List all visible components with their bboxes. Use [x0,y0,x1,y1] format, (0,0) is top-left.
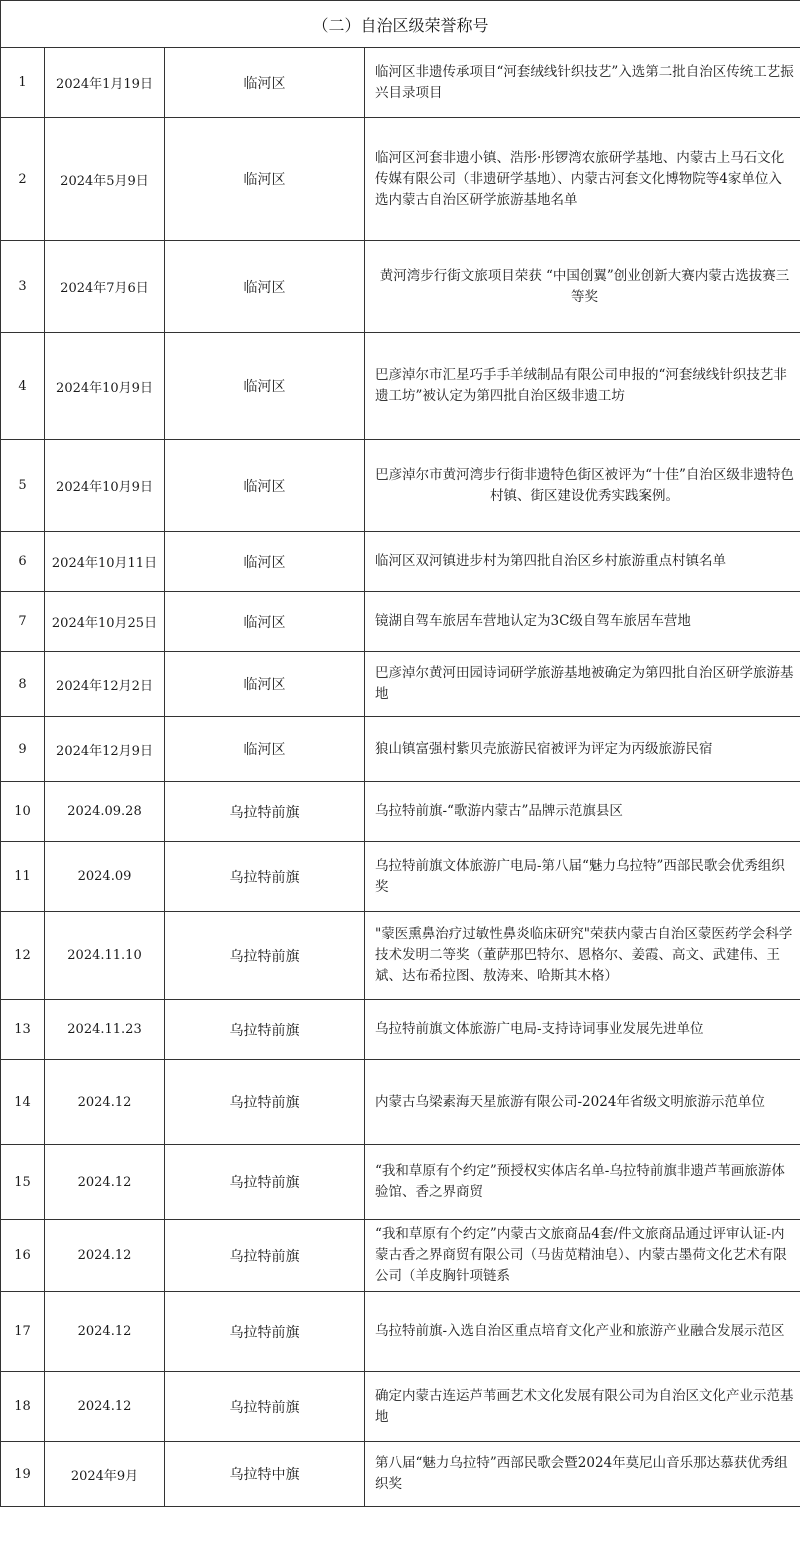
row-number: 11 [1,842,45,912]
row-region: 临河区 [165,652,365,717]
row-number: 19 [1,1442,45,1507]
table-row [1,440,800,532]
row-date: 2024.12 [45,1372,165,1442]
row-region: 临河区 [165,48,365,118]
row-number: 3 [1,241,45,333]
row-region: 乌拉特中旗 [165,1442,365,1507]
row-region: 乌拉特前旗 [165,912,365,1000]
row-number: 2 [1,118,45,241]
row-region: 乌拉特前旗 [165,1000,365,1060]
row-description-text: “我和草原有个约定”内蒙古文旅商品4套/件文旅商品通过评审认证-内蒙古香之界商贸有限公司（马齿苋精油皂）、内蒙古墨荷文化艺术有限公司（羊皮胸针项链系 [375,1226,787,1284]
table-row [1,1442,800,1507]
table-row [1,1145,800,1220]
row-description: 乌拉特前旗文体旅游广电局-第八届“魅力乌拉特”西部民歌会优秀组织奖 [365,842,800,912]
row-region: 临河区 [165,717,365,782]
row-description: 乌拉特前旗-入选自治区重点培育文化产业和旅游产业融合发展示范区 [365,1292,800,1372]
table-title-row [1,1,800,48]
row-description: 确定内蒙古连运芦苇画艺术文化发展有限公司为自治区文化产业示范基地 [365,1372,800,1442]
row-number: 10 [1,782,45,842]
row-number: 18 [1,1372,45,1442]
row-number: 17 [1,1292,45,1372]
row-date: 2024年5月9日 [45,118,165,241]
row-date: 2024年12月9日 [45,717,165,782]
table-row [1,1220,800,1292]
row-date: 2024.09 [45,842,165,912]
row-description [365,1220,800,1292]
table-row [1,241,800,333]
table-row [1,842,800,912]
row-date: 2024年12月2日 [45,652,165,717]
table-row [1,912,800,1000]
row-region: 临河区 [165,118,365,241]
row-description: 临河区河套非遗小镇、浩彤·彤锣湾农旅研学基地、内蒙古上马石文化传媒有限公司（非遗研学基地）、内蒙古河套文化博物院等4家单位入选内蒙古自治区研学旅游基地名单 [365,118,800,241]
row-description: 巴彦淖尔市黄河湾步行街非遗特色街区被评为“十佳”自治区级非遗特色村镇、街区建设优秀实践案例。 [365,440,800,532]
row-region: 乌拉特前旗 [165,1292,365,1372]
row-date: 2024年7月6日 [45,241,165,333]
row-date: 2024年1月19日 [45,48,165,118]
row-number: 13 [1,1000,45,1060]
row-description: 黄河湾步行街文旅项目荣获 “中国创翼”创业创新大赛内蒙古选拔赛三等奖 [365,241,800,333]
row-description: 临河区非遗传承项目“河套绒线针织技艺”入选第二批自治区传统工艺振兴目录项目 [365,48,800,118]
row-number: 5 [1,440,45,532]
row-description: 临河区双河镇进步村为第四批自治区乡村旅游重点村镇名单 [365,532,800,592]
row-description: “我和草原有个约定”预授权实体店名单-乌拉特前旗非遗芦苇画旅游体验馆、香之界商贸 [365,1145,800,1220]
row-number: 7 [1,592,45,652]
row-date: 2024.12 [45,1060,165,1145]
row-number: 15 [1,1145,45,1220]
row-number: 6 [1,532,45,592]
table-row [1,48,800,118]
row-region: 临河区 [165,592,365,652]
row-description: "蒙医熏鼻治疗过敏性鼻炎临床研究"荣获内蒙古自治区蒙医药学会科学技术发明二等奖（董萨那巴特尔、恩格尔、姜霞、高文、武建伟、王斌、达布希拉图、敖涛来、哈斯其木格） [365,912,800,1000]
row-description: 第八届“魅力乌拉特”西部民歌会暨2024年莫尼山音乐那达慕获优秀组织奖 [365,1442,800,1507]
row-region: 乌拉特前旗 [165,1060,365,1145]
table-row [1,532,800,592]
row-region: 临河区 [165,532,365,592]
row-date: 2024.09.28 [45,782,165,842]
row-date: 2024年10月9日 [45,440,165,532]
row-date: 2024年9月 [45,1442,165,1507]
row-number: 9 [1,717,45,782]
table-row [1,1292,800,1372]
row-number: 1 [1,48,45,118]
row-region: 乌拉特前旗 [165,782,365,842]
table-row [1,782,800,842]
row-region: 乌拉特前旗 [165,1372,365,1442]
row-number: 14 [1,1060,45,1145]
table-row [1,118,800,241]
table-row [1,592,800,652]
table-row [1,1372,800,1442]
row-region: 临河区 [165,440,365,532]
row-date: 2024年10月25日 [45,592,165,652]
row-number: 12 [1,912,45,1000]
row-date: 2024.11.23 [45,1000,165,1060]
row-description: 内蒙古乌梁素海天星旅游有限公司-2024年省级文明旅游示范单位 [365,1060,800,1145]
row-date: 2024年10月9日 [45,333,165,440]
row-date: 2024.12 [45,1220,165,1292]
row-number: 8 [1,652,45,717]
table-row [1,652,800,717]
row-region: 乌拉特前旗 [165,842,365,912]
table-row [1,333,800,440]
table-row [1,1000,800,1060]
row-date: 2024.12 [45,1145,165,1220]
row-region: 乌拉特前旗 [165,1220,365,1292]
row-number: 4 [1,333,45,440]
table-row [1,717,800,782]
table-title: （二）自治区级荣誉称号 [1,1,800,48]
row-date: 2024.12 [45,1292,165,1372]
row-date: 2024年10月11日 [45,532,165,592]
table-row [1,1060,800,1145]
row-description: 狼山镇富强村紫贝壳旅游民宿被评为评定为丙级旅游民宿 [365,717,800,782]
row-date: 2024.11.10 [45,912,165,1000]
row-region: 临河区 [165,333,365,440]
row-region: 临河区 [165,241,365,333]
row-region: 乌拉特前旗 [165,1145,365,1220]
row-description: 巴彦淖尔市汇星巧手手羊绒制品有限公司申报的“河套绒线针织技艺非遗工坊”被认定为第四批自治区级非遗工坊 [365,333,800,440]
row-number: 16 [1,1220,45,1292]
row-description: 巴彦淖尔黄河田园诗词研学旅游基地被确定为第四批自治区研学旅游基地 [365,652,800,717]
row-description: 乌拉特前旗文体旅游广电局-支持诗词事业发展先进单位 [365,1000,800,1060]
row-description: 乌拉特前旗-“歌游内蒙古”品牌示范旗县区 [365,782,800,842]
row-description: 镜湖自驾车旅居车营地认定为3C级自驾车旅居车营地 [365,592,800,652]
